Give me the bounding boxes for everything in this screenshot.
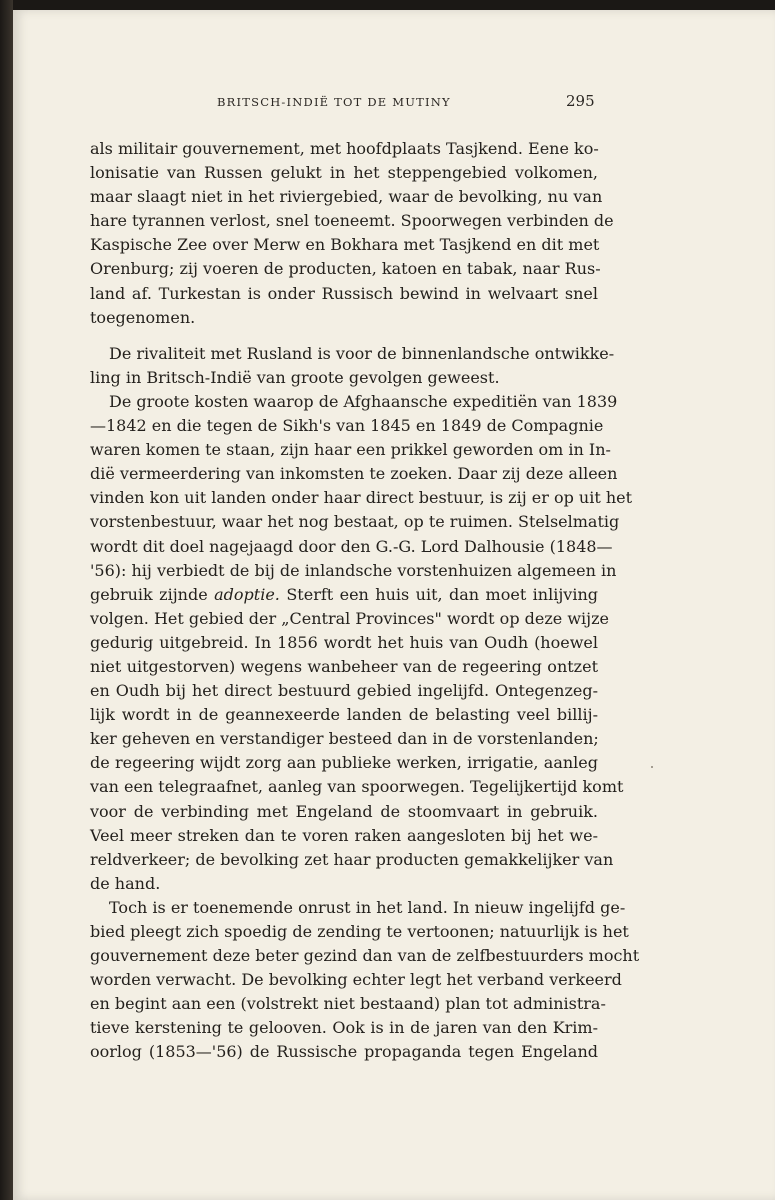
text-line: bied pleegt zich spoedig de zending te vertoonen; natuurlijk is het <box>90 922 629 941</box>
text-line: De rivaliteit met Rusland is voor de binnenlandsche ontwikke- <box>109 343 615 363</box>
text-line: en begint aan een (volstrekt niet bestaand) plan tot administra- <box>90 994 606 1014</box>
paragraph-2 <box>90 342 615 390</box>
text-line: Kaspische Zee over Merw en Bokhara met Tasjkend en dit met <box>90 235 600 255</box>
italic-term: adoptie. <box>214 584 280 604</box>
text-line: —1842 en die tegen de Sikh's van 1845 en 1849 de Compagnie <box>90 416 604 436</box>
text-line: lonisatie van Russen gelukt in het steppengebied volkomen, <box>90 163 598 183</box>
body-text <box>90 137 640 1065</box>
text-line: ling in Britsch-Indië van groote gevolgen geweest. <box>90 367 500 387</box>
text-line: De groote kosten waarop de Afghaansche expeditiën van 1839 <box>109 391 618 411</box>
scan-binding-edge <box>0 0 13 1200</box>
text-line: reldverkeer; de bevolking zet haar producten gemakkelijker van <box>90 849 614 869</box>
text-line: ker geheven en verstandiger besteed dan in de vorstenlanden; <box>90 729 599 749</box>
text-line: Toch is er toenemende onrust in het land. In nieuw ingelijfd ge- <box>109 897 626 917</box>
text-line: lijk wordt in de geannexeerde landen de belasting veel billij- <box>90 705 598 725</box>
text-line: als militair gouvernement, met hoofdplaats Tasjkend. Eene ko- <box>90 139 599 158</box>
text-line: volgen. Het gebied der „Central Provinces" wordt op deze wijze <box>90 608 610 628</box>
text-line: Veel meer streken dan te voren raken aangesloten bij het we- <box>90 825 598 845</box>
text-line: maar slaagt niet in het riviergebied, waar de bevolking, nu van <box>90 187 603 207</box>
text-line: land af. Turkestan is onder Russisch bewind in welvaart snel <box>90 283 598 303</box>
paragraph-1 <box>90 137 614 330</box>
text-line: gouvernement deze beter gezind dan van de zelfbestuurders mocht <box>90 946 640 966</box>
text-line: en Oudh bij het direct bestuurd gebied ingelijfd. Ontegenzeg- <box>90 681 598 701</box>
scan-top-edge <box>0 0 775 10</box>
text-line: niet uitgestorven) wegens wanbeheer van de regeering ontzet <box>90 656 598 676</box>
paper-speck <box>651 766 653 768</box>
text-line: dië vermeerdering van inkomsten te zoeken. Daar zij deze alleen <box>90 464 618 484</box>
running-head: BRITSCH-INDIË TOT DE MUTINY <box>217 95 451 109</box>
page-number: 295 <box>566 92 595 110</box>
text-line: de hand. <box>90 873 161 893</box>
text-line: oorlog (1853—'56) de Russische propaganda tegen Engeland <box>90 1042 598 1062</box>
paragraph-4 <box>90 896 640 1065</box>
text-line-with-italic <box>90 583 598 607</box>
text-line: waren komen te staan, zijn haar een prikkel geworden om in In- <box>90 440 611 460</box>
text-line: wordt dit doel nagejaagd door den G.-G. Lord Dalhousie (1848— <box>90 536 613 556</box>
text-line: vorstenbestuur, waar het nog bestaat, op te ruimen. Stelselmatig <box>90 512 620 532</box>
paragraph-3 <box>90 390 633 896</box>
text-line: hare tyrannen verlost, snel toeneemt. Spoorwegen verbinden de <box>90 211 614 231</box>
text-line: van een telegraafnet, aanleg van spoorwegen. Tegelijkertijd komt <box>90 777 624 797</box>
text-line: voor de verbinding met Engeland de stoomvaart in gebruik. <box>90 801 598 821</box>
text-line: '56): hij verbiedt de bij de inlandsche vorstenhuizen algemeen in <box>90 560 617 580</box>
paragraph-gap <box>90 330 598 342</box>
text-fragment: Sterft een huis uit, dan moet inlijving <box>286 584 599 604</box>
text-line: de regeering wijdt zorg aan publieke werken, irrigatie, aanleg <box>90 753 598 773</box>
text-fragment: gebruik zijnde <box>90 584 208 604</box>
text-line: tieve kerstening te gelooven. Ook is in de jaren van den Krim- <box>90 1018 598 1038</box>
text-line: gedurig uitgebreid. In 1856 wordt het huis van Oudh (hoewel <box>90 632 598 652</box>
text-line: worden verwacht. De bevolking echter legt het verband verkeerd <box>90 970 622 990</box>
text-line: toegenomen. <box>90 307 196 327</box>
text-line: Orenburg; zij voeren de producten, katoen en tabak, naar Rus- <box>90 259 601 279</box>
text-line: vinden kon uit landen onder haar direct bestuur, is zij er op uit het <box>90 488 633 508</box>
